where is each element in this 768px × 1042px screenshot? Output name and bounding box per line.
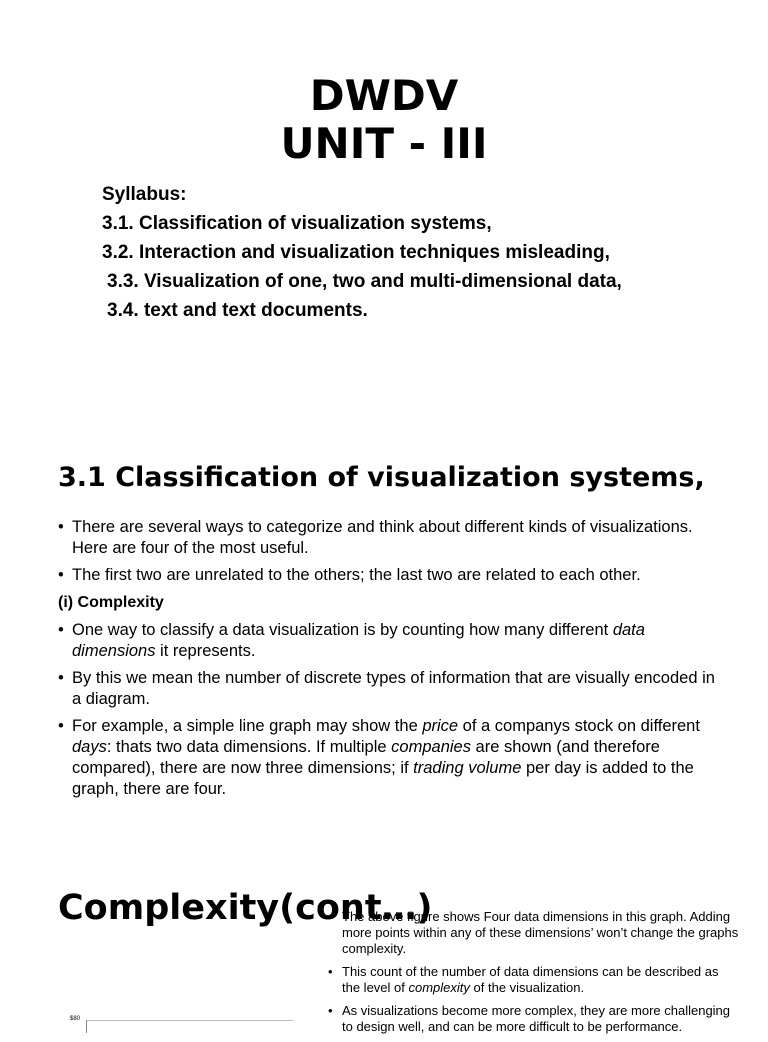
bullet-item bbox=[58, 668, 718, 710]
bullet-text: As visualizations become more complex, they are more challenging to design well, and can be more difficult to be performance. bbox=[342, 1003, 731, 1034]
complexity-heading: Complexity(cont…) bbox=[58, 888, 433, 928]
emphasized-term: days bbox=[72, 738, 107, 756]
bullet-text: it represents. bbox=[155, 642, 256, 660]
syllabus-label: Syllabus: bbox=[102, 184, 187, 205]
syllabus-list bbox=[102, 180, 622, 325]
unit-title bbox=[0, 72, 768, 168]
bullet-icon: • bbox=[58, 717, 64, 735]
bullet-text: : thats two data dimensions. If multiple bbox=[106, 738, 392, 756]
bullet-text: of a companys stock on different bbox=[458, 717, 700, 735]
emphasized-term: price bbox=[422, 717, 459, 735]
bullet-icon: • bbox=[328, 1003, 333, 1018]
title-line-course: DWDV bbox=[309, 71, 459, 120]
figure-description: The above figure shows Four data dimensions in this graph. Adding more points within any of these dimensions’ won’t change the graphs complexity. bbox=[342, 909, 739, 956]
subheading-complexity: (i) Complexity bbox=[58, 594, 164, 611]
bullet-text: There are several ways to categorize and think about different kinds of visualizations. Here are four of the most useful. bbox=[72, 518, 693, 557]
section-heading: 3.1 Classification of visualization systems, bbox=[58, 462, 705, 493]
bullet-text: This count of the number of data dimensions can be described as the level of bbox=[342, 964, 719, 995]
y-tick-label: $80 bbox=[70, 1016, 81, 1022]
bullet-item bbox=[58, 517, 718, 559]
bullet-item bbox=[58, 620, 718, 662]
bullet-text: By this we mean the number of discrete types of information that are visually encoded in a diagram. bbox=[72, 669, 715, 708]
emphasized-term: complexity bbox=[408, 980, 470, 995]
four-dimension-chart bbox=[70, 1012, 294, 1032]
title-line-unit: UNIT - III bbox=[280, 119, 488, 168]
bullet-item bbox=[328, 1003, 738, 1035]
bullet-icon: • bbox=[328, 964, 333, 979]
syllabus-item: 3.4. text and text documents. bbox=[107, 300, 368, 321]
syllabus-item: 3.1. Classification of visualization systems, bbox=[102, 213, 492, 234]
bullet-text: are shown (and therefore compared), there are now three dimensions; if bbox=[72, 738, 660, 777]
slide2-bullet-list bbox=[58, 517, 718, 806]
syllabus-item: 3.2. Interaction and visualization techniques misleading, bbox=[102, 242, 610, 263]
bullet-text: The first two are unrelated to the others; the last two are related to each other. bbox=[72, 566, 641, 584]
bullet-icon: • bbox=[58, 669, 64, 687]
syllabus-item: 3.3. Visualization of one, two and multi-dimensional data, bbox=[107, 271, 622, 292]
bullet-icon: • bbox=[58, 566, 64, 584]
chart-plot-area bbox=[86, 1020, 293, 1033]
bullet-text: One way to classify a data visualization is by counting how many different bbox=[72, 621, 613, 639]
bullet-icon: • bbox=[58, 621, 64, 639]
bullet-item bbox=[58, 565, 718, 586]
bullet-icon: • bbox=[58, 518, 64, 536]
complexity-text bbox=[328, 909, 752, 1042]
bullet-text: For example, a simple line graph may show the bbox=[72, 717, 423, 735]
emphasized-term: trading volume bbox=[413, 759, 522, 777]
bullet-text: of the visualization. bbox=[469, 980, 585, 995]
bullet-item bbox=[328, 964, 738, 996]
emphasized-term: companies bbox=[391, 738, 471, 756]
emphasized-term: data dimensions bbox=[72, 621, 645, 660]
bullet-item bbox=[58, 716, 718, 800]
bullet-text: per day is added to the graph, there are four. bbox=[72, 759, 694, 798]
